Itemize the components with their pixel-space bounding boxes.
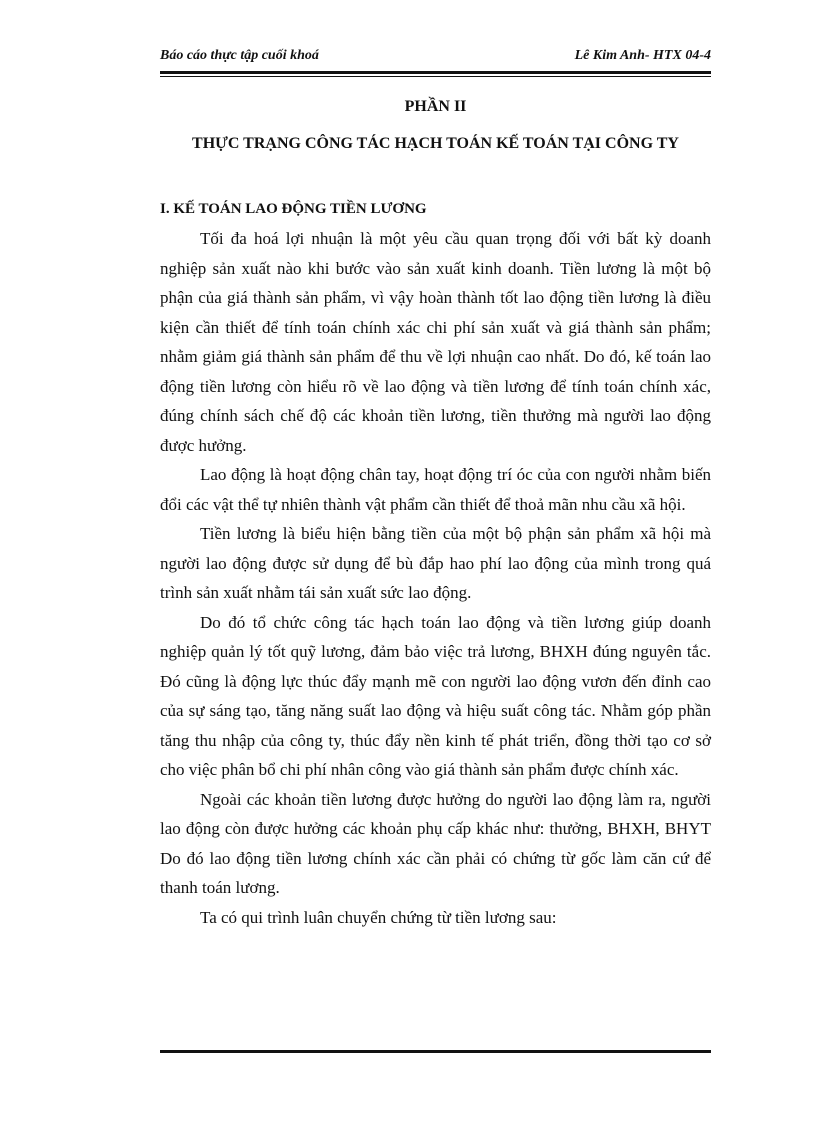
paragraph: Tiền lương là biểu hiện bằng tiền của một bộ phận sản phẩm xã hội mà người lao động được sử dụng để bù đắp hao phí lao động của mình trong quá trình sản xuất nhằm tái sản xuất sức lao động. — [160, 524, 711, 602]
header-rule-thick — [160, 71, 711, 74]
chapter-title: THỰC TRẠNG CÔNG TÁC HẠCH TOÁN KẾ TOÁN TẠI CÔNG TY — [192, 135, 679, 152]
footer-rule — [160, 1050, 711, 1053]
part-title: PHẦN II — [404, 98, 467, 115]
paragraph: Tối đa hoá lợi nhuận là một yêu cầu quan trọng đối với bất kỳ doanh nghiệp sản xuất nào khi bước vào sản xuất kinh doanh. Tiền lương là một bộ phận của giá thành sản phẩm, vì vậy hoàn thành tốt lao động tiền lương là điều kiện cần thiết để tính toán chính xác chi phí sản xuất và giá thành sản phẩm; nhằm giảm giá thành sản phẩm để thu về lợi nhuận cao nhất. Do đó, kế toán lao động tiền lương còn hiểu rõ về lao động và tiền lương để tính toán chính xác, đúng chính sách chế độ các khoản tiền lương, tiền thưởng mà người lao động được hưởng. — [160, 229, 711, 455]
header-rule-thin — [160, 76, 711, 77]
paragraph: Lao động là hoạt động chân tay, hoạt động trí óc của con người nhằm biến đổi các vật thể tự nhiên thành vật phẩm cần thiết để thoả mãn nhu cầu xã hội. — [160, 465, 711, 514]
page-header — [160, 48, 711, 68]
paragraph: Ta có qui trình luân chuyển chứng từ tiền lương sau: — [200, 907, 557, 927]
paragraph: Ngoài các khoản tiền lương được hưởng do người lao động làm ra, người lao động còn được hưởng các khoản phụ cấp khác như: thưởng, BHXH, BHYT Do đó lao động tiền lương chính xác cần phải có chứng từ gốc làm căn cứ để thanh toán lương. — [160, 789, 711, 897]
header-author: Lê Kim Anh- HTX 04-4 — [574, 48, 711, 63]
paragraph: Do đó tổ chức công tác hạch toán lao động và tiền lương giúp doanh nghiệp quản lý tốt quỹ lương, đảm bảo việc trả lương, BHXH đúng nguyên tắc. Đó cũng là động lực thúc đẩy mạnh mẽ con người lao động vươn đến đỉnh cao của sự sáng tạo, tăng năng suất lao động và hiệu suất công tác. Nhằm góp phần tăng thu nhập của công ty, thúc đẩy nền kinh tế phát triển, đồng thời tạo cơ sở cho việc phân bổ chi phí nhân công vào giá thành sản phẩm được chính xác. — [160, 612, 711, 779]
body-text — [160, 224, 711, 932]
section-heading: I. KẾ TOÁN LAO ĐỘNG TIỀN LƯƠNG — [160, 201, 427, 217]
header-report-title: Báo cáo thực tập cuối khoá — [160, 48, 319, 63]
